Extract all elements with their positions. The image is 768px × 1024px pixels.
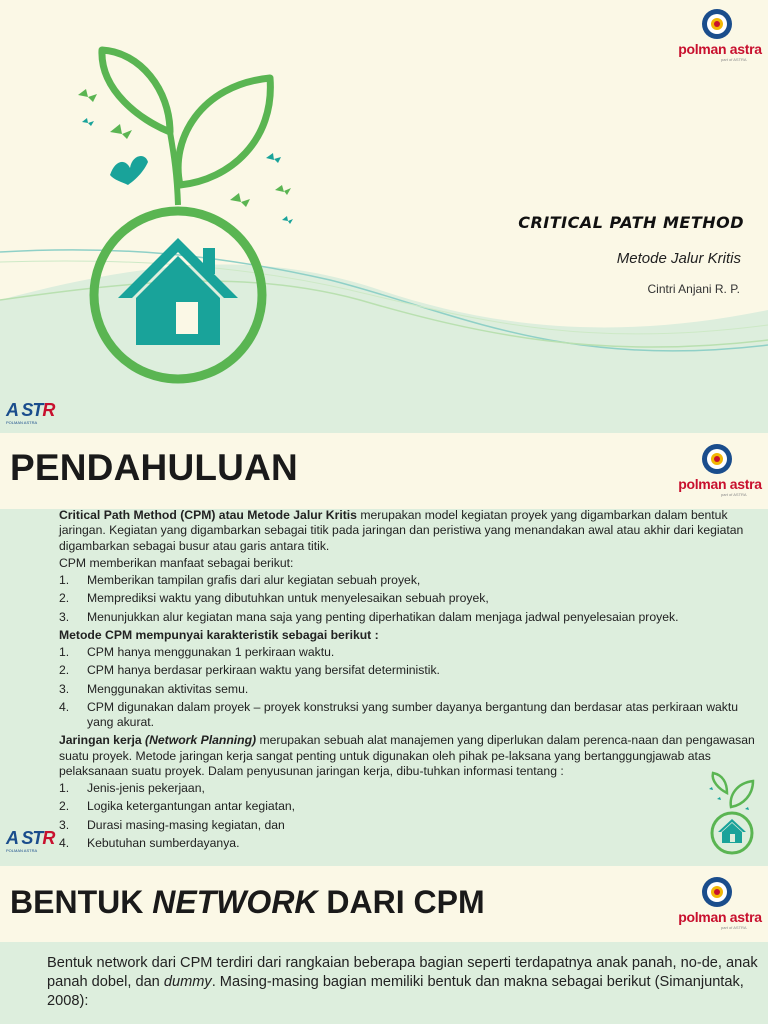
network-form-paragraph: Bentuk network dari CPM terdiri dari rangkaian beberapa bagian seperti terdapatnya anak panah, no-de, anak panah dobel, dan dummy. Masing-masing bagian memiliki bentuk dan makna sebagai berikut (Simanjuntak, 2008): bbox=[47, 955, 758, 1009]
intro-paragraph: Critical Path Method (CPM) atau Metode Jalur Kritis merupakan model kegiatan proyek yang digambarkan dalam bentuk jaringan. Kegiatan yang digambarkan sebagai titik pada jaringan dan peristiwa yang menandakan awal atau akhir dari kegiatan digambarkan sebagai busur atau garis antara titik. bbox=[59, 508, 744, 553]
list-item: 4. Kebutuhan sumberdayanya. bbox=[59, 835, 240, 850]
polman-astra-logo: polman astra part of ASTRA bbox=[675, 876, 765, 928]
presentation-subtitle: Metode Jalur Kritis bbox=[616, 250, 741, 267]
butterfly-icon bbox=[78, 89, 291, 207]
benefits-intro: CPM memberikan manfaat sebagai berikut: bbox=[59, 555, 294, 570]
slide-header bbox=[0, 433, 768, 509]
list-item: 2. Memprediksi waktu yang dibutuhkan untuk menyelesaikan sebuah proyek, bbox=[59, 591, 489, 606]
list-item: 3. Menggunakan aktivitas semu. bbox=[59, 681, 249, 696]
polman-astra-logo: polman astra part of ASTRA bbox=[675, 443, 765, 495]
list-item: 2. Logika ketergantungan antar kegiatan, bbox=[59, 799, 296, 814]
title-slide bbox=[0, 0, 768, 433]
polman-astra-logo: polman astra part of ASTRA bbox=[675, 8, 765, 60]
network-list bbox=[59, 781, 764, 851]
seal-icon bbox=[701, 876, 733, 908]
list-item: 2. CPM hanya berdasar perkiraan waktu yang bersifat deterministik. bbox=[59, 663, 440, 678]
slide-heading: BENTUK NETWORK DARI CPM bbox=[10, 884, 485, 920]
network-paragraph: Jaringan kerja (Network Planning) merupakan sebuah alat manajemen yang diperlukan dalam perenca-naan dan pengawasan suatu proyek. Metode jaringan kerja sangat penting untuk digunakan oleh pihak pe-laksana yang bertanggungjawab atas pelaksanaan suatu proyek. Dalam penyusunan jaringan kerja, dibu-tuhkan informasi tentang : bbox=[59, 733, 755, 778]
intro-body bbox=[59, 508, 764, 854]
characteristics-list bbox=[59, 645, 764, 730]
intro-slide bbox=[0, 433, 768, 866]
benefits-list bbox=[59, 573, 764, 625]
leaf-left-icon bbox=[102, 50, 170, 132]
network-form-slide bbox=[0, 866, 768, 1024]
small-house-illustration bbox=[705, 771, 761, 861]
seal-icon bbox=[701, 8, 733, 40]
list-item: 4. CPM digunakan dalam proyek – proyek konstruksi yang sumber dayanya bergantung dan berdasar atas perkiraan waktu yang akurat. bbox=[59, 699, 739, 729]
leaf-right-icon bbox=[178, 78, 270, 185]
presentation-title: CRITICAL PATH METHOD bbox=[518, 213, 744, 232]
characteristics-intro: Metode CPM mempunyai karakteristik sebagai berikut : bbox=[59, 627, 379, 642]
list-item: 3. Menunjukkan alur kegiatan mana saja yang penting diperhatikan dalam menjaga jadwal penyelesaian proyek. bbox=[59, 609, 679, 624]
list-item: 1. Memberikan tampilan grafis dari alur kegiatan sebuah proyek, bbox=[59, 573, 421, 587]
astar-logo: A STR POLMAN ASTRA bbox=[6, 400, 55, 425]
slide-header bbox=[0, 866, 768, 942]
house-leaf-illustration bbox=[70, 40, 310, 390]
author-name: Cintri Anjani R. P. bbox=[647, 282, 740, 296]
slide-heading: PENDAHULUAN bbox=[10, 447, 298, 488]
seal-icon bbox=[701, 443, 733, 475]
list-item: 3. Durasi masing-masing kegiatan, dan bbox=[59, 817, 285, 832]
astar-logo: A STR POLMAN ASTRA bbox=[6, 828, 55, 853]
list-item: 1. Jenis-jenis pekerjaan, bbox=[59, 781, 205, 795]
list-item: 1. CPM hanya menggunakan 1 perkiraan waktu. bbox=[59, 645, 335, 659]
